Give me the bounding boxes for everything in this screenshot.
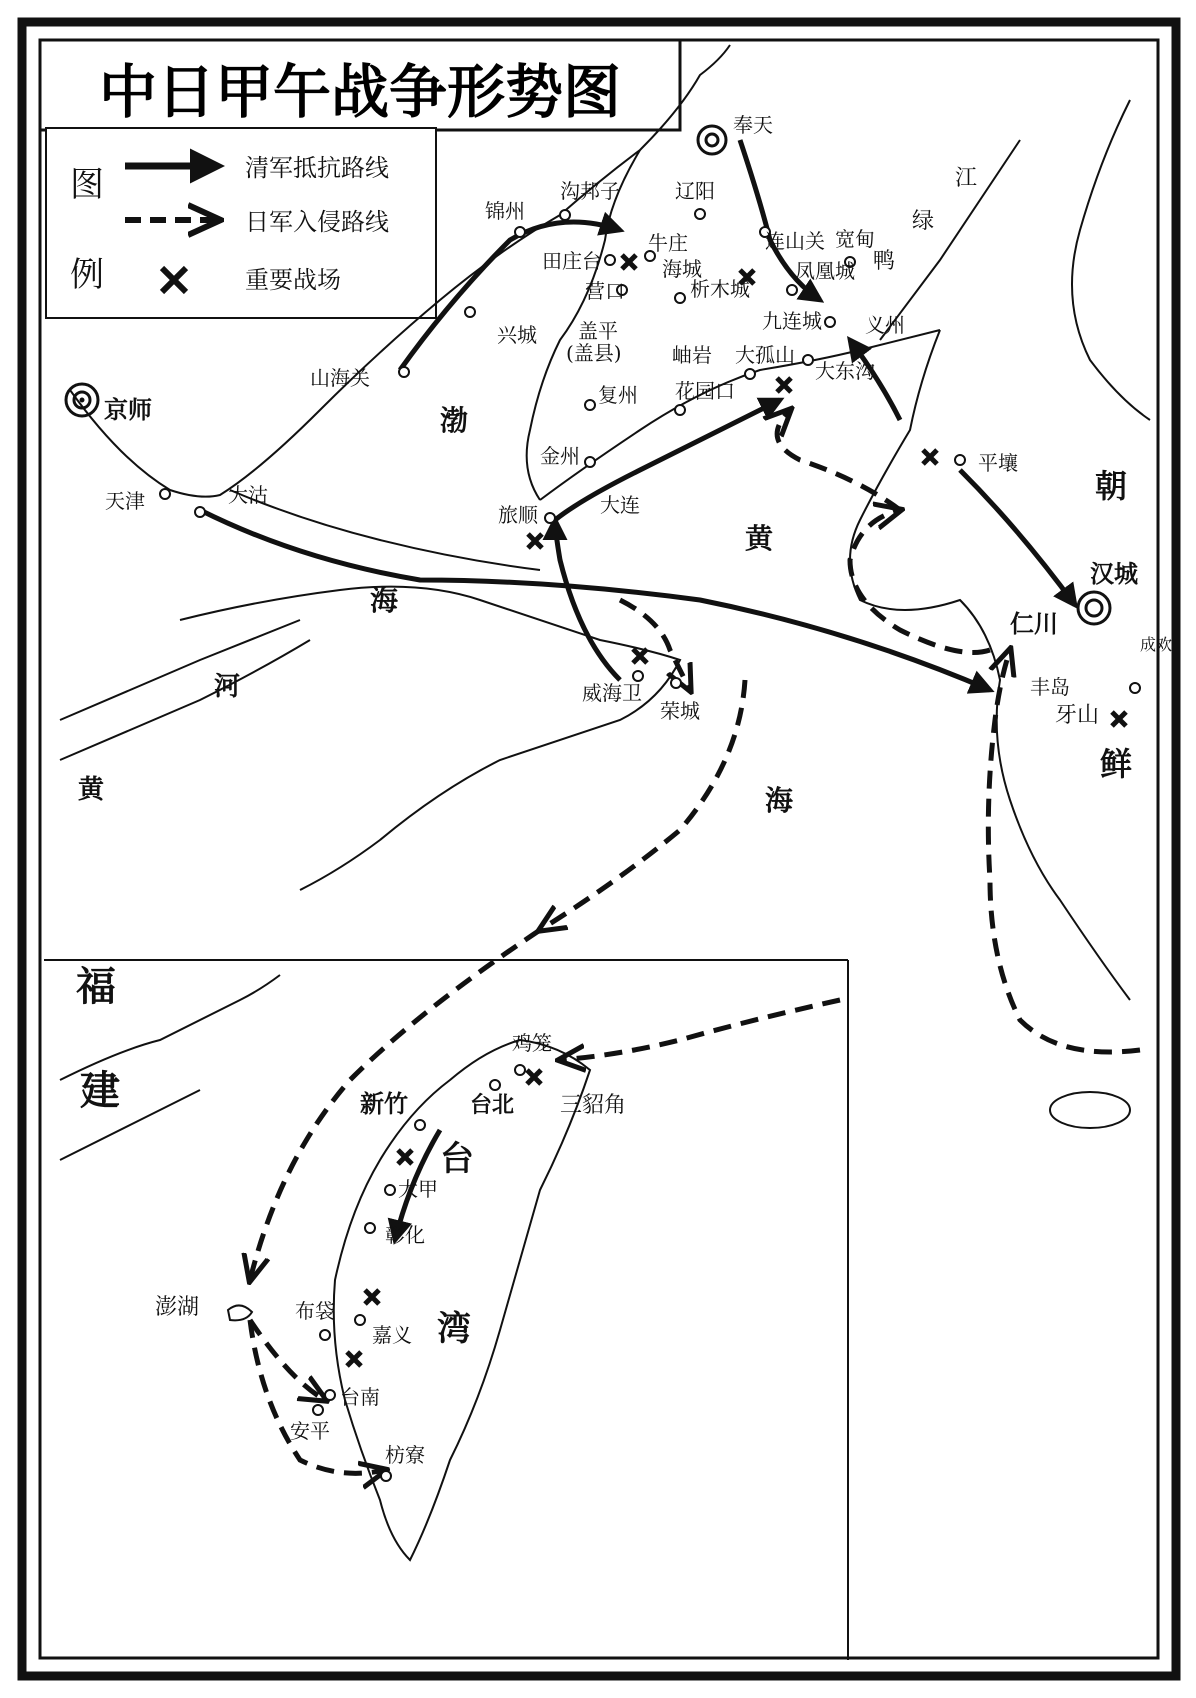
place-jiuliancheng: 九连城	[762, 309, 822, 333]
yalu-label-2: 绿	[912, 209, 935, 234]
place-chenghuan: 成欢	[1140, 635, 1173, 654]
place-dajia: 大甲	[398, 1177, 438, 1201]
place-huayuankou: 花园口	[675, 379, 735, 403]
taiwan-inset	[44, 960, 1130, 1660]
place-lianshanguan: 连山关	[765, 229, 825, 253]
place-dadonggou: 大东沟	[815, 359, 875, 383]
place-tainan: 台南	[340, 1385, 380, 1409]
place-renchuan: 仁川	[1010, 609, 1058, 638]
fengtian-capital-icon	[698, 126, 726, 154]
yellow-sea-label-2: 海	[765, 784, 794, 817]
river-label-1: 河	[214, 672, 241, 702]
place-xingcheng: 兴城	[497, 323, 537, 347]
place-dagu: 大沽	[228, 483, 268, 507]
map-title: 中日甲午战争形势图	[98, 58, 622, 126]
place-tianjin: 天津	[105, 489, 145, 513]
city-icons	[160, 209, 1140, 1481]
yalu-label-3: 鸭	[873, 249, 896, 274]
place-yashan: 牙山	[1055, 703, 1100, 728]
legend-heading-2: 例	[70, 255, 104, 295]
hancheng-capital-icon	[1078, 592, 1110, 624]
place-yingkou: 营口	[585, 279, 625, 303]
korea-label-1: 朝	[1095, 467, 1128, 505]
place-liaoyang: 辽阳	[675, 179, 715, 203]
place-jilong: 鸡笼	[512, 1031, 552, 1055]
legend-battle-label: 重要战场	[245, 266, 341, 294]
yalu-label-1: 江	[955, 166, 978, 191]
legend-qing-label: 清军抵抗路线	[245, 154, 389, 182]
bohai-label-1: 渤	[440, 404, 469, 437]
place-sandiaojiao: 三貂角	[560, 1093, 627, 1118]
place-fengdao: 丰岛	[1030, 675, 1070, 699]
legend-japan-label: 日军入侵路线	[245, 208, 389, 236]
river-label-2: 黄	[78, 775, 105, 805]
place-kuandian: 宽甸	[835, 227, 875, 251]
place-pyongyang: 平壤	[978, 451, 1018, 475]
yellow-sea-label-1: 黄	[745, 522, 774, 555]
place-rongcheng: 荣城	[660, 699, 700, 723]
place-goubangzi: 沟邦子	[560, 179, 620, 203]
place-fuzhou: 复州	[598, 383, 638, 407]
place-niuzhuang: 牛庄	[648, 231, 688, 255]
place-gaiping: 盖平	[578, 319, 618, 343]
place-dagushan: 大孤山	[735, 343, 795, 367]
taiwan-label-1: 台	[440, 1139, 474, 1179]
fujian-label-2: 建	[80, 1067, 120, 1114]
place-hancheng: 汉城	[1090, 559, 1138, 588]
place-ximucheng: 析木城	[690, 277, 750, 301]
taiwan-label-2: 湾	[437, 1309, 471, 1349]
place-dalian: 大连	[600, 493, 640, 517]
place-jiayi: 嘉义	[372, 1323, 412, 1347]
place-anping: 安平	[290, 1419, 330, 1443]
place-xinzhu: 新竹	[360, 1089, 408, 1118]
fujian-label-1: 福	[76, 963, 116, 1010]
place-penghu: 澎湖	[155, 1295, 200, 1320]
place-xiuyan: 岫岩	[672, 343, 712, 367]
title-block	[40, 40, 680, 130]
legend	[46, 128, 436, 318]
sea-labels	[78, 404, 793, 817]
place-gaixian: (盖县)	[566, 341, 622, 365]
place-lushun: 旅顺	[498, 503, 538, 527]
place-fangliao: 枋寮	[385, 1443, 425, 1467]
place-shanhaiguan: 山海关	[310, 366, 370, 390]
japan-routes	[250, 410, 1140, 1473]
korea-label-2: 鲜	[1100, 745, 1133, 783]
legend-heading-1: 图	[70, 165, 104, 205]
place-jinzhou-s: 金州	[540, 444, 580, 468]
place-fenghuangcheng: 凤凰城	[795, 259, 855, 283]
place-yizhou: 义州	[865, 313, 905, 337]
place-jingshi: 京师	[104, 395, 152, 424]
bohai-label-2: 海	[370, 584, 399, 617]
place-haicheng: 海城	[662, 257, 702, 281]
place-tianzhuangtai: 田庄台	[542, 249, 602, 273]
place-taibei: 台北	[470, 1092, 515, 1118]
place-zhanghua: 彰化	[385, 1223, 425, 1247]
place-weihaiwei: 威海卫	[582, 681, 642, 705]
place-budai: 布袋	[295, 1299, 335, 1323]
place-fengtian: 奉天	[733, 113, 773, 137]
place-jinzhou-n: 锦州	[485, 199, 525, 223]
